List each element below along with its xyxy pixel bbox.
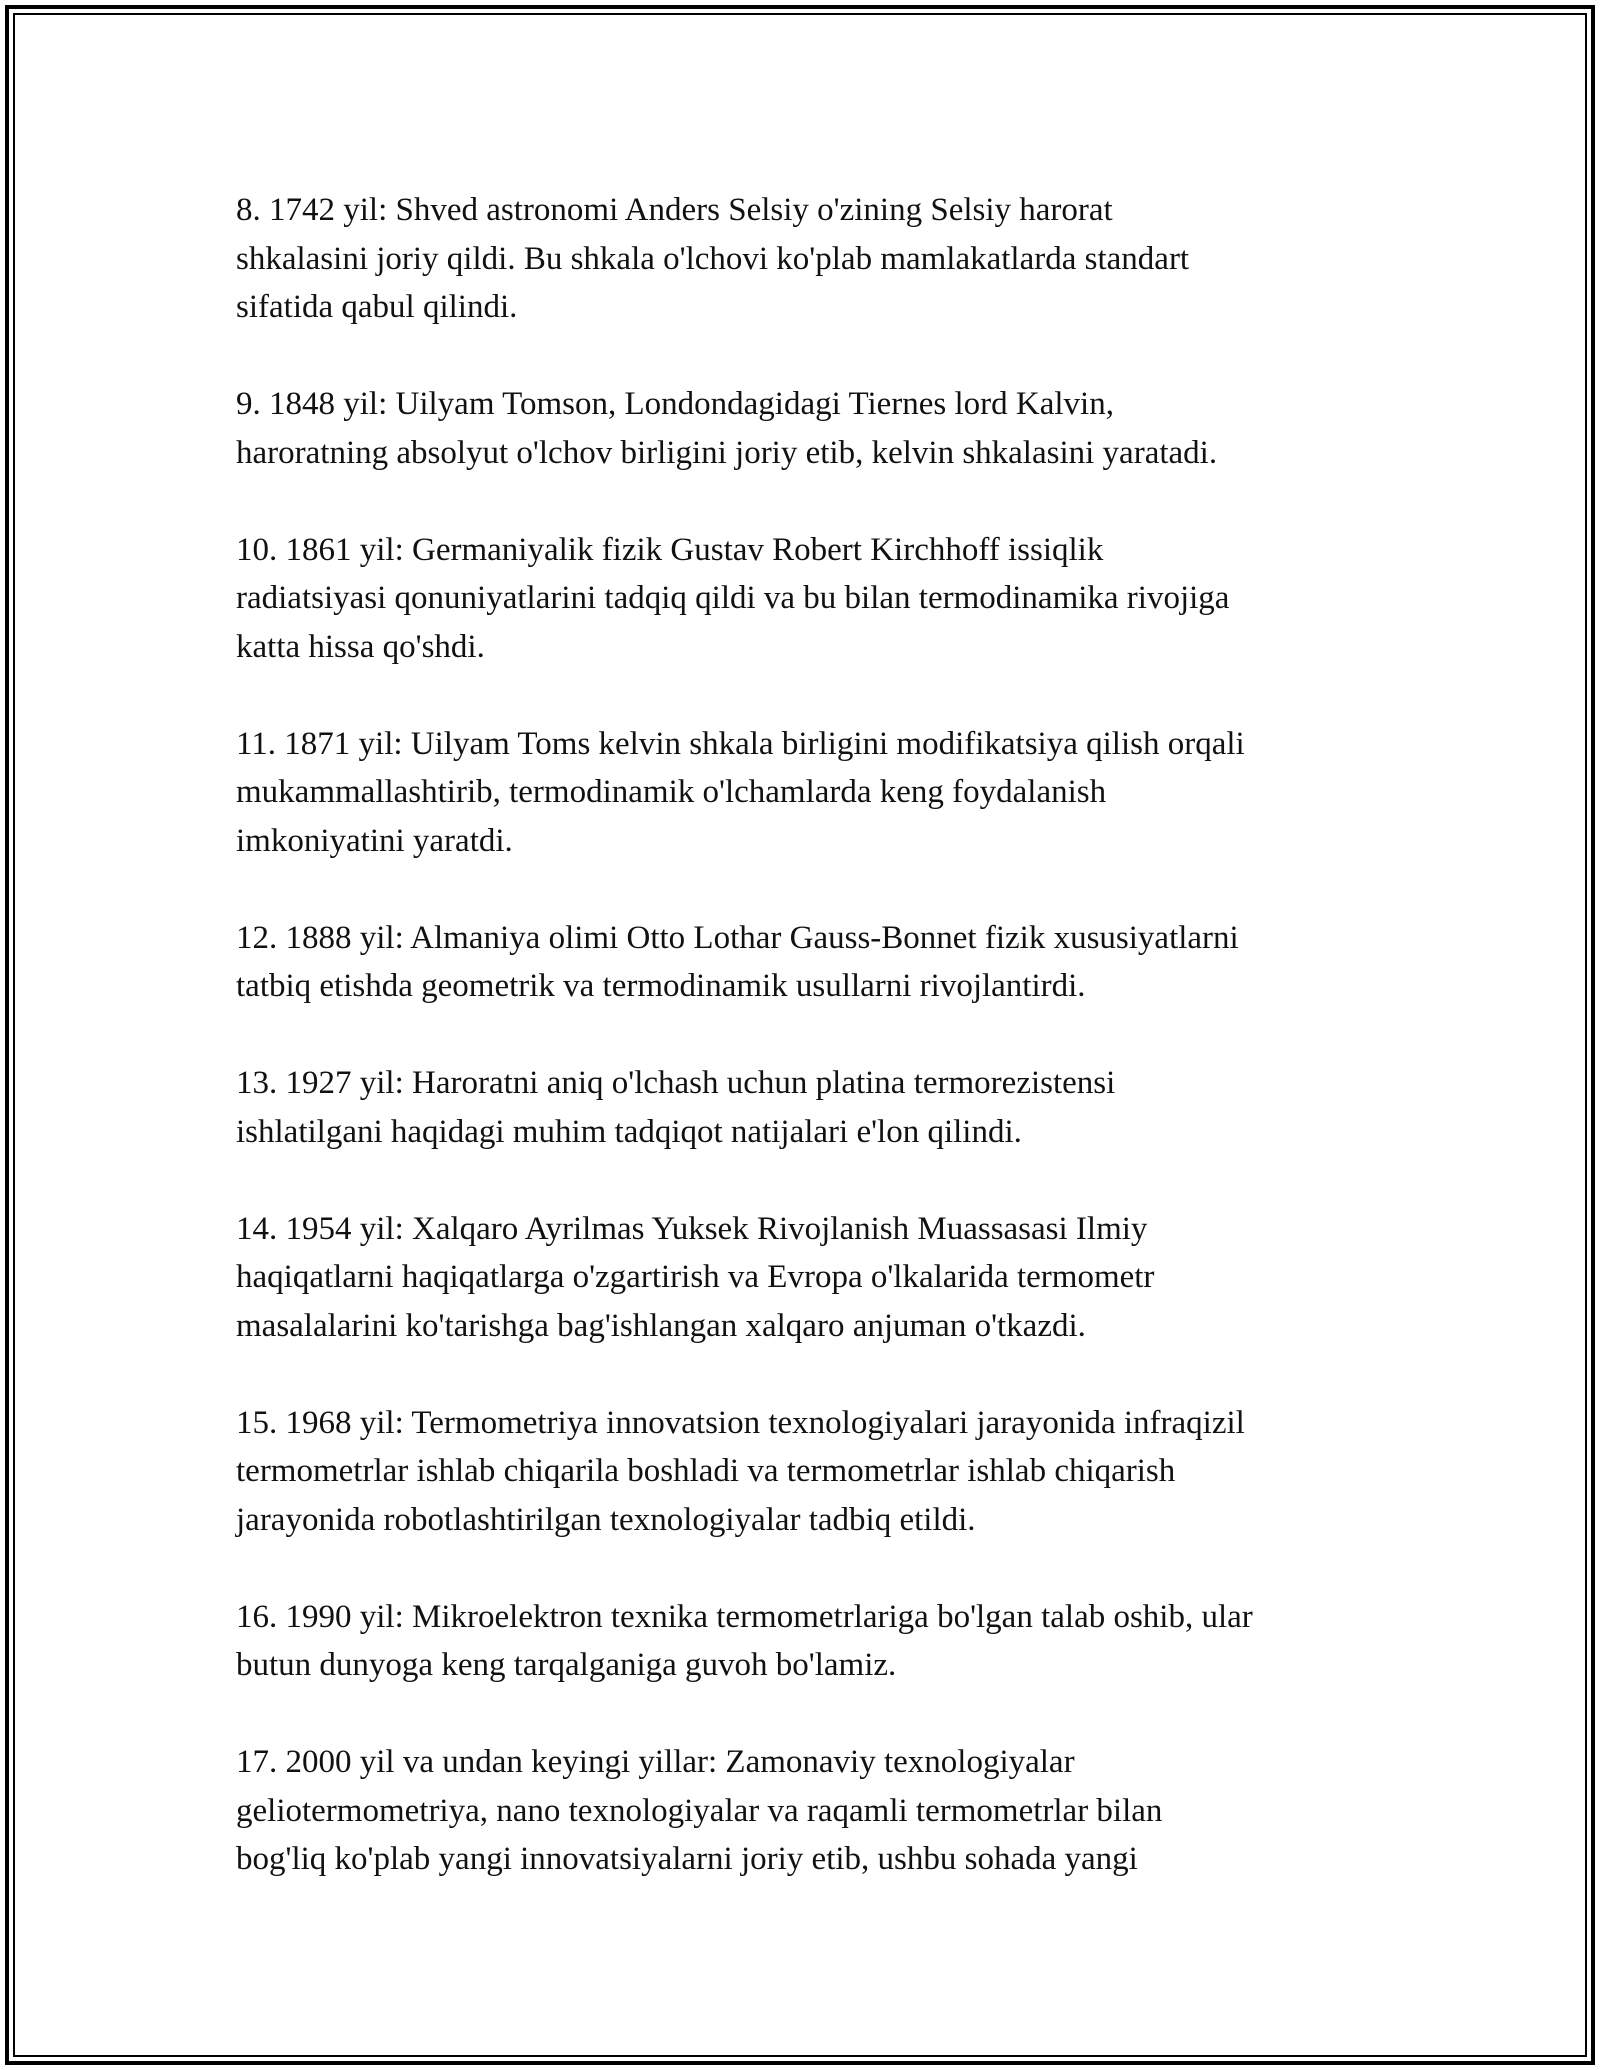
timeline-entry	[236, 1738, 1376, 1884]
entry-line: katta hissa qo'shdi.	[236, 628, 485, 665]
timeline-entry	[236, 526, 1376, 672]
entry-line: 10. 1861 yil: Germaniyalik fizik Gustav Robert Kirchhoff issiqlik	[236, 531, 1104, 568]
timeline-entry	[236, 186, 1376, 332]
entry-line: shkalasini joriy qildi. Bu shkala o'lchovi ko'plab mamlakatlarda standart	[236, 240, 1190, 277]
timeline-entry	[236, 1205, 1376, 1351]
entry-line: haroratning absolyut o'lchov birligini joriy etib, kelvin shkalasini yaratadi.	[236, 434, 1218, 471]
timeline-entry	[236, 1059, 1376, 1156]
entry-line: 16. 1990 yil: Mikroelektron texnika termometrlariga bo'lgan talab oshib, ular	[236, 1598, 1253, 1635]
entry-line: 12. 1888 yil: Almaniya olimi Otto Lothar Gauss-Bonnet fizik xususiyatlarni	[236, 919, 1239, 956]
entry-line: 14. 1954 yil: Xalqaro Ayrilmas Yuksek Rivojlanish Muassasasi Ilmiy	[236, 1210, 1148, 1247]
entry-line: 13. 1927 yil: Haroratni aniq o'lchash uchun platina termorezistensi	[236, 1065, 1116, 1101]
entry-line: masalalarini ko'tarishga bag'ishlangan xalqaro anjuman o'tkazdi.	[236, 1307, 1086, 1344]
entry-line: geliotermometriya, nano texnologiyalar va raqamli termometrlar bilan	[236, 1792, 1163, 1829]
timeline-entry	[236, 1399, 1376, 1545]
entry-line: 8. 1742 yil: Shved astronomi Anders Selsiy o'zining Selsiy harorat	[236, 192, 1113, 228]
document-body	[236, 186, 1376, 1932]
entry-line: jarayonida robotlashtirilgan texnologiyalar tadbiq etildi.	[236, 1501, 976, 1538]
timeline-entry	[236, 914, 1376, 1011]
timeline-entry	[236, 380, 1376, 477]
timeline-entry	[236, 720, 1376, 866]
entry-line: bog'liq ko'plab yangi innovatsiyalarni joriy etib, ushbu sohada yangi	[236, 1841, 1138, 1877]
entry-line: radiatsiyasi qonuniyatlarini tadqiq qildi va bu bilan termodinamika rivojiga	[236, 580, 1230, 616]
entry-line: 15. 1968 yil: Termometriya innovatsion texnologiyalari jarayonida infraqizil	[236, 1404, 1245, 1441]
entry-line: tatbiq etishda geometrik va termodinamik usullarni rivojlantirdi.	[236, 968, 1086, 1004]
entry-line: mukammallashtirib, termodinamik o'lchamlarda keng foydalanish	[236, 774, 1107, 810]
timeline-entry	[236, 1593, 1376, 1690]
entry-line: termometrlar ishlab chiqarila boshladi va termometrlar ishlab chiqarish	[236, 1453, 1176, 1489]
entry-line: 9. 1848 yil: Uilyam Tomson, Londondagidagi Tiernes lord Kalvin,	[236, 386, 1114, 422]
entry-line: imkoniyatini yaratdi.	[236, 822, 513, 859]
entry-line: 11. 1871 yil: Uilyam Toms kelvin shkala birligini modifikatsiya qilish orqali	[236, 725, 1245, 762]
entry-line: 17. 2000 yil va undan keyingi yillar: Zamonaviy texnologiyalar	[236, 1744, 1075, 1780]
entry-line: ishlatilgani haqidagi muhim tadqiqot natijalari e'lon qilindi.	[236, 1113, 1022, 1150]
entry-line: haqiqatlarni haqiqatlarga o'zgartirish va Evropa o'lkalarida termometr	[236, 1259, 1155, 1295]
entry-line: butun dunyoga keng tarqalganiga guvoh bo'lamiz.	[236, 1647, 897, 1683]
entry-line: sifatida qabul qilindi.	[236, 289, 518, 325]
